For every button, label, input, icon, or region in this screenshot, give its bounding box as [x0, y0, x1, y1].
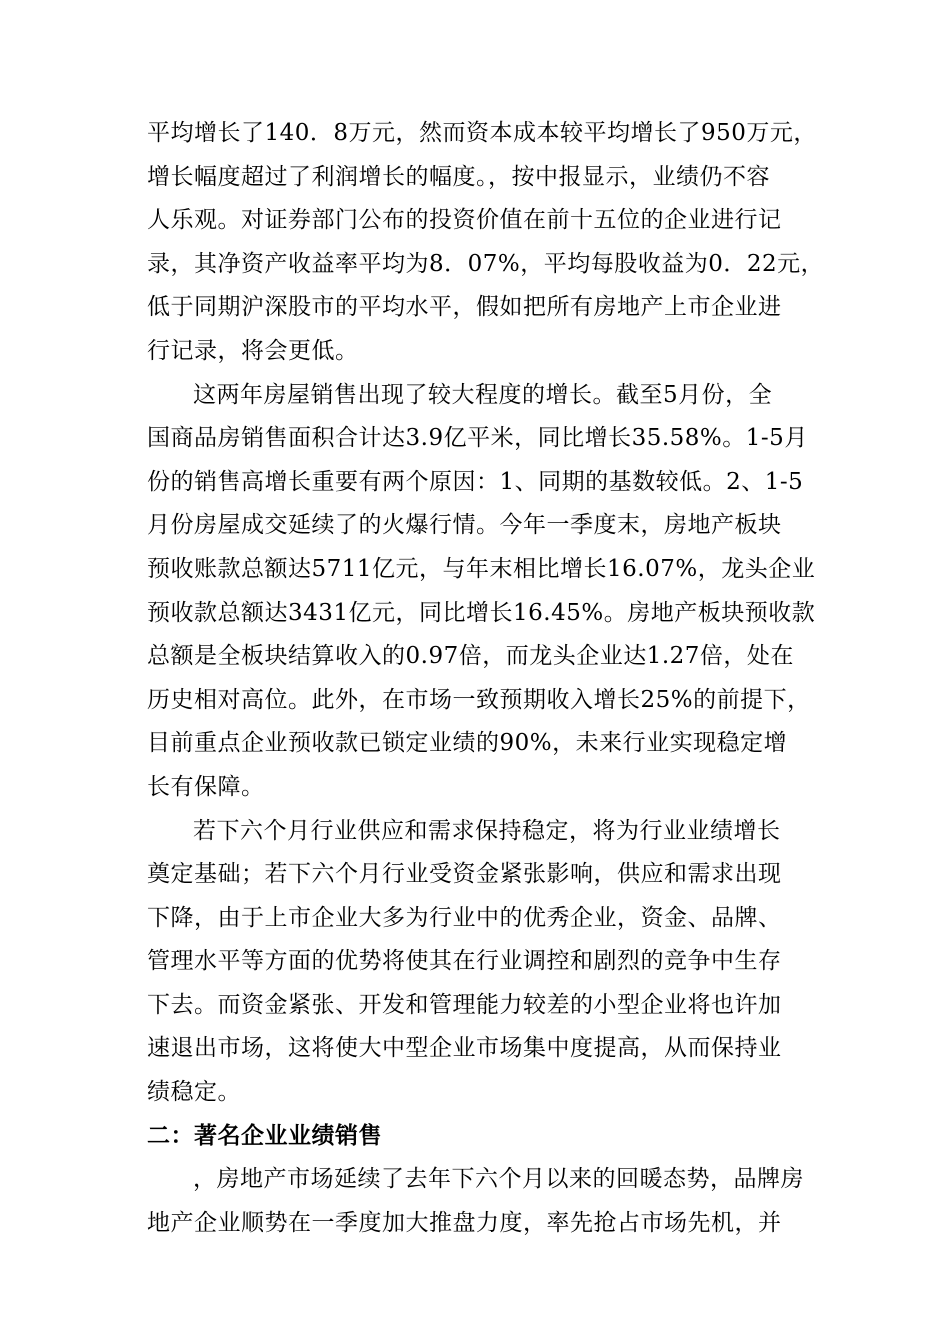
- document-body: [147, 112, 827, 1245]
- text-line: 地产企业顺势在一季度加大推盘力度，率先抢占市场先机，并: [147, 1209, 782, 1236]
- text-line: 目前重点企业预收款已锁定业绩的90%，未来行业实现稳定增: [147, 730, 788, 757]
- text-line: 长有保障。: [147, 773, 265, 800]
- text-line: 下降，由于上市企业大多为行业中的优秀企业，资金、品牌、: [147, 904, 782, 931]
- text-line: 录，其净资产收益率平均为8．07%，平均每股收益为0．22元，: [147, 250, 825, 277]
- section-heading: 二：著名企业业绩销售: [147, 1122, 382, 1149]
- text-line: 国商品房销售面积合计达3.9亿平米，同比增长35.58%。1-5月: [147, 425, 808, 452]
- text-line: 平均增长了140．8万元，然而资本成本较平均增长了950万元，: [147, 120, 817, 146]
- text-line: 奠定基础；若下六个月行业受资金紧张影响，供应和需求出现: [147, 861, 782, 888]
- text-line: 预收款总额达3431亿元，同比增长16.45%。房地产板块预收款: [147, 599, 816, 626]
- text-line: 管理水平等方面的优势将使其在行业调控和剧烈的竞争中生存: [147, 948, 782, 975]
- text-line: 速退出市场，这将使大中型企业市场集中度提高，从而保持业: [147, 1035, 782, 1062]
- text-line: 人乐观。对证券部门公布的投资价值在前十五位的企业进行记: [147, 207, 782, 234]
- text-line: 月份房屋成交延续了的火爆行情。今年一季度末，房地产板块: [147, 512, 782, 539]
- text-line: 预收账款总额达5711亿元，与年末相比增长16.07%，龙头企业: [147, 555, 816, 582]
- paragraph-start-line: 若下六个月行业供应和需求保持稳定，将为行业业绩增长: [193, 817, 781, 844]
- text-line: 绩稳定。: [147, 1079, 241, 1106]
- text-line: 下去。而资金紧张、开发和管理能力较差的小型企业将也许加: [147, 991, 782, 1018]
- text-line: 增长幅度超过了利润增长的幅度。，按中报显示，业绩仍不容: [147, 163, 770, 190]
- text-line: 历史相对高位。此外，在市场一致预期收入增长25%的前提下，: [147, 686, 811, 713]
- text-line: 份的销售高增长重要有两个原因：1、同期的基数较低。2、1-5: [147, 468, 804, 495]
- paragraph-start-line: ，房地产市场延续了去年下六个月以来的回暖态势，品牌房: [193, 1166, 804, 1193]
- text-line: 低于同期沪深股市的平均水平，假如把所有房地产上市企业进: [147, 294, 782, 321]
- text-line: 行记录，将会更低。: [147, 337, 359, 364]
- paragraph-start-line: 这两年房屋销售出现了较大程度的增长。截至5月份，全: [193, 381, 773, 408]
- text-line: 总额是全板块结算收入的0.97倍，而龙头企业达1.27倍，处在: [147, 643, 794, 670]
